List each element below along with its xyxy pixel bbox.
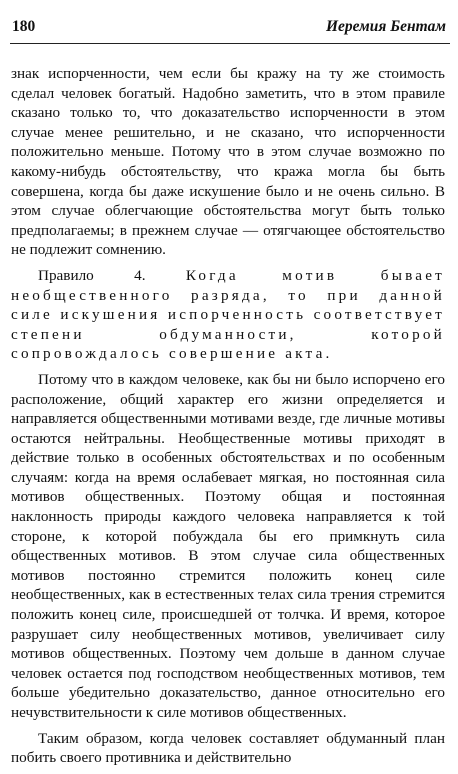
paragraph-example: Таким образом, когда человек составляет обдуманный план побить своего противника и действительно: [11, 729, 445, 767]
paragraph-explanation: Потому что в каждом человеке, как бы ни было испорчено его расположение, общий характер его жизни определяется и направляется общественными мотивами везде, где личные мотивы остаются нейтральны. Необщественные мотивы приходят в действие только в особенных обстоятельствах и по особенным случаям: когда на время ослабевает мягкая, но постоянная сила мотивов общественных. Поэтому общая и постоянная наклонность природы каждого человека направляется к той стороне, к которой побуждала бы его примкнуть сила общественных мотивов. В этом случае сила общественных мотивов постоянно стремится положить конец силе необщественных, как в естественных телах сила трения стремится положить конец силе, происшедшей от толчка. И время, которое разрушает силу необщественных мотивов, увеличивает силу мотивов общественных. Поэтому чем дольше в данном случае человек остается под господством необщественных мотивов, тем больше убедительно доказательство, данное относительно его нечувствительности к силе мотивов общественных.: [11, 370, 445, 721]
page-header: [12, 14, 446, 36]
header-rule: [10, 43, 450, 44]
body-text: [11, 64, 445, 768]
paragraph-continuation: знак испорченности, чем если бы кражу на ту же стоимость сделал человек богатый. Надобно заметить, что в этом правиле сказано только то, что доказательство испорченности в этом случае менее решительно, и не сказано, что испорченности положительно меньше. Потому что в этом случае возможно по какому-нибудь обстоятельству, что кража могла бы быть совершена, когда бы даже искушение было и не очень сильно. В этом случае облегчающие обстоятельства могут быть только предполагаемы; в прежнем случае — отягчающее обстоятельство не подлежит сомнению.: [11, 65, 445, 259]
running-title: Иеремия Бентам: [325, 18, 446, 35]
rule-statement: Когда мотив бывает необщественного разряда, то при данной силе искушения испорченность соответствует степени обдуманности, которой сопровождалось совершение акта.: [11, 266, 446, 363]
paragraph-rule-4: [11, 266, 445, 364]
rule-label: Правило 4.: [38, 266, 146, 284]
page-number: 180: [12, 18, 36, 35]
